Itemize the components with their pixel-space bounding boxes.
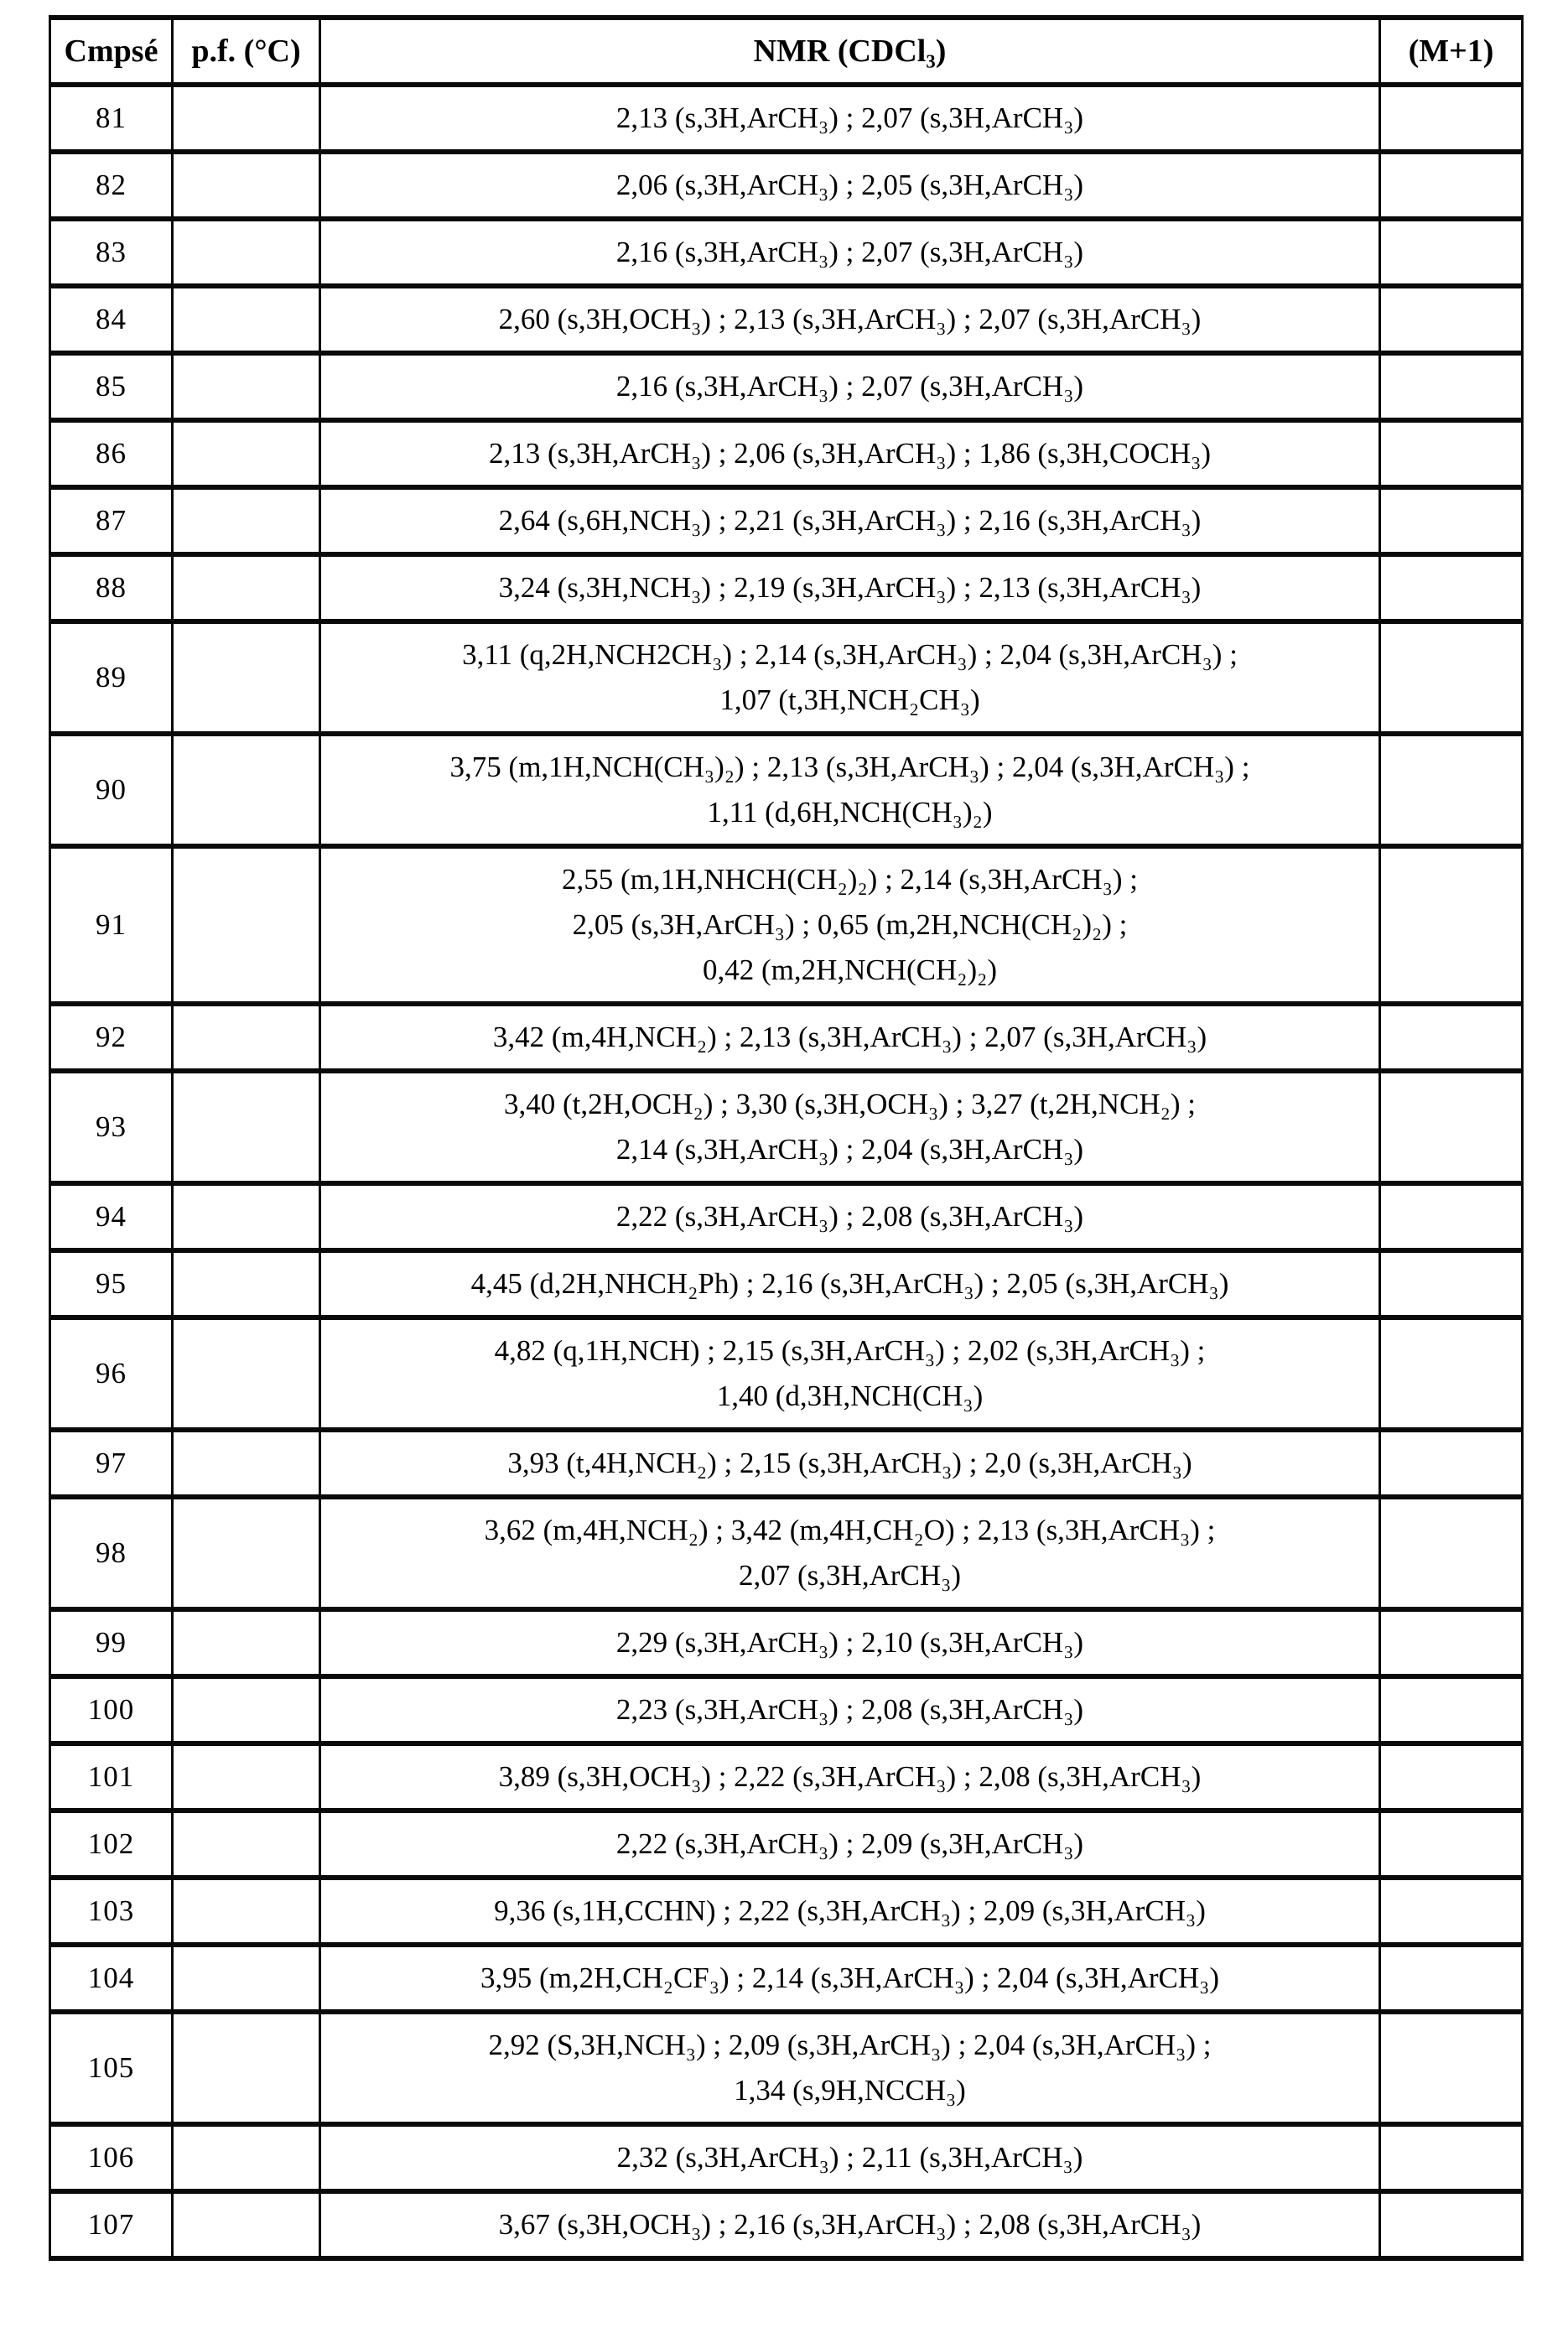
melting-point-cell <box>173 1743 320 1811</box>
nmr-data-cell: 2,13 (s,3H,ArCH₃) ; 2,07 (s,3H,ArCH₃) <box>320 85 1380 152</box>
table-row <box>50 1811 1523 1878</box>
compound-number-cell: 103 <box>50 1878 173 1945</box>
mass-cell <box>1380 554 1523 621</box>
compound-number-cell: 85 <box>50 353 173 420</box>
table-row <box>50 621 1523 734</box>
compound-number-cell: 94 <box>50 1183 173 1250</box>
melting-point-cell <box>173 2012 320 2124</box>
melting-point-cell <box>173 1317 320 1430</box>
mass-cell <box>1380 1317 1523 1430</box>
nmr-data-cell: 2,06 (s,3H,ArCH₃) ; 2,05 (s,3H,ArCH₃) <box>320 152 1380 219</box>
compound-number-cell: 83 <box>50 219 173 286</box>
table-row <box>50 1071 1523 1183</box>
mass-cell <box>1380 2012 1523 2124</box>
melting-point-cell <box>173 1497 320 1609</box>
table-row <box>50 420 1523 487</box>
mass-cell <box>1380 487 1523 554</box>
nmr-data-cell: 3,40 (t,2H,OCH₂) ; 3,30 (s,3H,OCH₃) ; 3,27 (t,2H,NCH₂) ; 2,14 (s,3H,ArCH₃) ; 2,04 (s,3H,ArCH₃) <box>320 1071 1380 1183</box>
nmr-data-cell: 2,23 (s,3H,ArCH₃) ; 2,08 (s,3H,ArCH₃) <box>320 1676 1380 1743</box>
table-row <box>50 1676 1523 1743</box>
mass-cell <box>1380 2191 1523 2258</box>
nmr-data-cell: 2,55 (m,1H,NHCH(CH₂)₂) ; 2,14 (s,3H,ArCH₃) ; 2,05 (s,3H,ArCH₃) ; 0,65 (m,2H,NCH(CH₂)₂) ; 0,42 (m,2H,NCH(CH₂)₂) <box>320 846 1380 1004</box>
table-row <box>50 2124 1523 2191</box>
header-compound: Cmpsé <box>50 18 173 85</box>
mass-cell <box>1380 2124 1523 2191</box>
mass-cell <box>1380 1497 1523 1609</box>
table-row <box>50 1609 1523 1676</box>
compound-number-cell: 87 <box>50 487 173 554</box>
nmr-data-cell: 3,93 (t,4H,NCH₂) ; 2,15 (s,3H,ArCH₃) ; 2,0 (s,3H,ArCH₃) <box>320 1430 1380 1497</box>
melting-point-cell <box>173 2124 320 2191</box>
melting-point-cell <box>173 219 320 286</box>
compound-number-cell: 105 <box>50 2012 173 2124</box>
melting-point-cell <box>173 621 320 734</box>
mass-cell <box>1380 286 1523 353</box>
melting-point-cell <box>173 286 320 353</box>
compound-number-cell: 86 <box>50 420 173 487</box>
mass-cell <box>1380 1878 1523 1945</box>
compound-number-cell: 93 <box>50 1071 173 1183</box>
melting-point-cell <box>173 554 320 621</box>
nmr-data-cell: 9,36 (s,1H,CCHN) ; 2,22 (s,3H,ArCH₃) ; 2,09 (s,3H,ArCH₃) <box>320 1878 1380 1945</box>
compound-number-cell: 104 <box>50 1945 173 2012</box>
table-row <box>50 1497 1523 1609</box>
melting-point-cell <box>173 1945 320 2012</box>
nmr-data-cell: 2,92 (S,3H,NCH₃) ; 2,09 (s,3H,ArCH₃) ; 2,04 (s,3H,ArCH₃) ; 1,34 (s,9H,NCCH₃) <box>320 2012 1380 2124</box>
nmr-data-cell: 3,89 (s,3H,OCH₃) ; 2,22 (s,3H,ArCH₃) ; 2,08 (s,3H,ArCH₃) <box>320 1743 1380 1811</box>
nmr-data-cell: 2,22 (s,3H,ArCH₃) ; 2,09 (s,3H,ArCH₃) <box>320 1811 1380 1878</box>
nmr-data-cell: 2,16 (s,3H,ArCH₃) ; 2,07 (s,3H,ArCH₃) <box>320 353 1380 420</box>
mass-cell <box>1380 1811 1523 1878</box>
compound-number-cell: 84 <box>50 286 173 353</box>
compound-number-cell: 81 <box>50 85 173 152</box>
nmr-data-cell: 2,64 (s,6H,NCH₃) ; 2,21 (s,3H,ArCH₃) ; 2,16 (s,3H,ArCH₃) <box>320 487 1380 554</box>
header-row <box>50 18 1523 85</box>
table-row <box>50 286 1523 353</box>
mass-cell <box>1380 1071 1523 1183</box>
melting-point-cell <box>173 1609 320 1676</box>
mass-cell <box>1380 1945 1523 2012</box>
melting-point-cell <box>173 734 320 846</box>
mass-cell <box>1380 1609 1523 1676</box>
mass-cell <box>1380 621 1523 734</box>
mass-cell <box>1380 846 1523 1004</box>
compound-number-cell: 89 <box>50 621 173 734</box>
compound-number-cell: 98 <box>50 1497 173 1609</box>
melting-point-cell <box>173 420 320 487</box>
nmr-data-cell: 3,24 (s,3H,NCH₃) ; 2,19 (s,3H,ArCH₃) ; 2,13 (s,3H,ArCH₃) <box>320 554 1380 621</box>
compound-number-cell: 91 <box>50 846 173 1004</box>
nmr-data-cell: 3,62 (m,4H,NCH₂) ; 3,42 (m,4H,CH₂O) ; 2,13 (s,3H,ArCH₃) ; 2,07 (s,3H,ArCH₃) <box>320 1497 1380 1609</box>
compound-number-cell: 107 <box>50 2191 173 2258</box>
table-row <box>50 85 1523 152</box>
table-row <box>50 1004 1523 1071</box>
nmr-data-cell: 3,42 (m,4H,NCH₂) ; 2,13 (s,3H,ArCH₃) ; 2,07 (s,3H,ArCH₃) <box>320 1004 1380 1071</box>
compound-number-cell: 82 <box>50 152 173 219</box>
melting-point-cell <box>173 2191 320 2258</box>
melting-point-cell <box>173 1811 320 1878</box>
table-row <box>50 554 1523 621</box>
compound-number-cell: 96 <box>50 1317 173 1430</box>
table-row <box>50 353 1523 420</box>
table-row <box>50 152 1523 219</box>
mass-cell <box>1380 219 1523 286</box>
compound-number-cell: 97 <box>50 1430 173 1497</box>
compound-number-cell: 106 <box>50 2124 173 2191</box>
nmr-data-cell: 3,95 (m,2H,CH₂CF₃) ; 2,14 (s,3H,ArCH₃) ; 2,04 (s,3H,ArCH₃) <box>320 1945 1380 2012</box>
melting-point-cell <box>173 152 320 219</box>
compound-nmr-table <box>49 15 1524 2261</box>
melting-point-cell <box>173 1430 320 1497</box>
nmr-data-cell: 3,75 (m,1H,NCH(CH₃)₂) ; 2,13 (s,3H,ArCH₃) ; 2,04 (s,3H,ArCH₃) ; 1,11 (d,6H,NCH(CH₃)₂) <box>320 734 1380 846</box>
nmr-data-cell: 2,29 (s,3H,ArCH₃) ; 2,10 (s,3H,ArCH₃) <box>320 1609 1380 1676</box>
compound-number-cell: 101 <box>50 1743 173 1811</box>
mass-cell <box>1380 734 1523 846</box>
table-row <box>50 487 1523 554</box>
compound-number-cell: 90 <box>50 734 173 846</box>
nmr-data-cell: 3,11 (q,2H,NCH2CH₃) ; 2,14 (s,3H,ArCH₃) ; 2,04 (s,3H,ArCH₃) ; 1,07 (t,3H,NCH₂CH₃) <box>320 621 1380 734</box>
table-row <box>50 1317 1523 1430</box>
mass-cell <box>1380 420 1523 487</box>
compound-number-cell: 88 <box>50 554 173 621</box>
nmr-data-cell: 2,22 (s,3H,ArCH₃) ; 2,08 (s,3H,ArCH₃) <box>320 1183 1380 1250</box>
mass-cell <box>1380 1183 1523 1250</box>
compound-number-cell: 100 <box>50 1676 173 1743</box>
melting-point-cell <box>173 1250 320 1317</box>
melting-point-cell <box>173 1878 320 1945</box>
mass-cell <box>1380 353 1523 420</box>
table-row <box>50 219 1523 286</box>
mass-cell <box>1380 152 1523 219</box>
mass-cell <box>1380 85 1523 152</box>
compound-number-cell: 102 <box>50 1811 173 1878</box>
table-row <box>50 1945 1523 2012</box>
melting-point-cell <box>173 1676 320 1743</box>
melting-point-cell <box>173 1004 320 1071</box>
header-nmr: NMR (CDCl₃) <box>320 18 1380 85</box>
nmr-data-cell: 2,16 (s,3H,ArCH₃) ; 2,07 (s,3H,ArCH₃) <box>320 219 1380 286</box>
nmr-data-cell: 2,60 (s,3H,OCH₃) ; 2,13 (s,3H,ArCH₃) ; 2,07 (s,3H,ArCH₃) <box>320 286 1380 353</box>
nmr-data-cell: 4,82 (q,1H,NCH) ; 2,15 (s,3H,ArCH₃) ; 2,02 (s,3H,ArCH₃) ; 1,40 (d,3H,NCH(CH₃) <box>320 1317 1380 1430</box>
table-row <box>50 1878 1523 1945</box>
mass-cell <box>1380 1676 1523 1743</box>
table-row <box>50 1250 1523 1317</box>
table-row <box>50 2012 1523 2124</box>
compound-number-cell: 99 <box>50 1609 173 1676</box>
table-row <box>50 1743 1523 1811</box>
mass-cell <box>1380 1743 1523 1811</box>
compound-number-cell: 92 <box>50 1004 173 1071</box>
nmr-data-cell: 4,45 (d,2H,NHCH₂Ph) ; 2,16 (s,3H,ArCH₃) ; 2,05 (s,3H,ArCH₃) <box>320 1250 1380 1317</box>
nmr-data-cell: 3,67 (s,3H,OCH₃) ; 2,16 (s,3H,ArCH₃) ; 2,08 (s,3H,ArCH₃) <box>320 2191 1380 2258</box>
table-row <box>50 734 1523 846</box>
table-row <box>50 1430 1523 1497</box>
table-row <box>50 2191 1523 2258</box>
mass-cell <box>1380 1004 1523 1071</box>
melting-point-cell <box>173 85 320 152</box>
header-melting-point: p.f. (°C) <box>173 18 320 85</box>
melting-point-cell <box>173 353 320 420</box>
melting-point-cell <box>173 1183 320 1250</box>
melting-point-cell <box>173 846 320 1004</box>
melting-point-cell <box>173 1071 320 1183</box>
nmr-data-cell: 2,32 (s,3H,ArCH₃) ; 2,11 (s,3H,ArCH₃) <box>320 2124 1380 2191</box>
table-row <box>50 846 1523 1004</box>
mass-cell <box>1380 1250 1523 1317</box>
compound-number-cell: 95 <box>50 1250 173 1317</box>
table-row <box>50 1183 1523 1250</box>
melting-point-cell <box>173 487 320 554</box>
header-mass: (M+1) <box>1380 18 1523 85</box>
nmr-data-cell: 2,13 (s,3H,ArCH₃) ; 2,06 (s,3H,ArCH₃) ; 1,86 (s,3H,COCH₃) <box>320 420 1380 487</box>
mass-cell <box>1380 1430 1523 1497</box>
table-body <box>50 85 1523 2258</box>
